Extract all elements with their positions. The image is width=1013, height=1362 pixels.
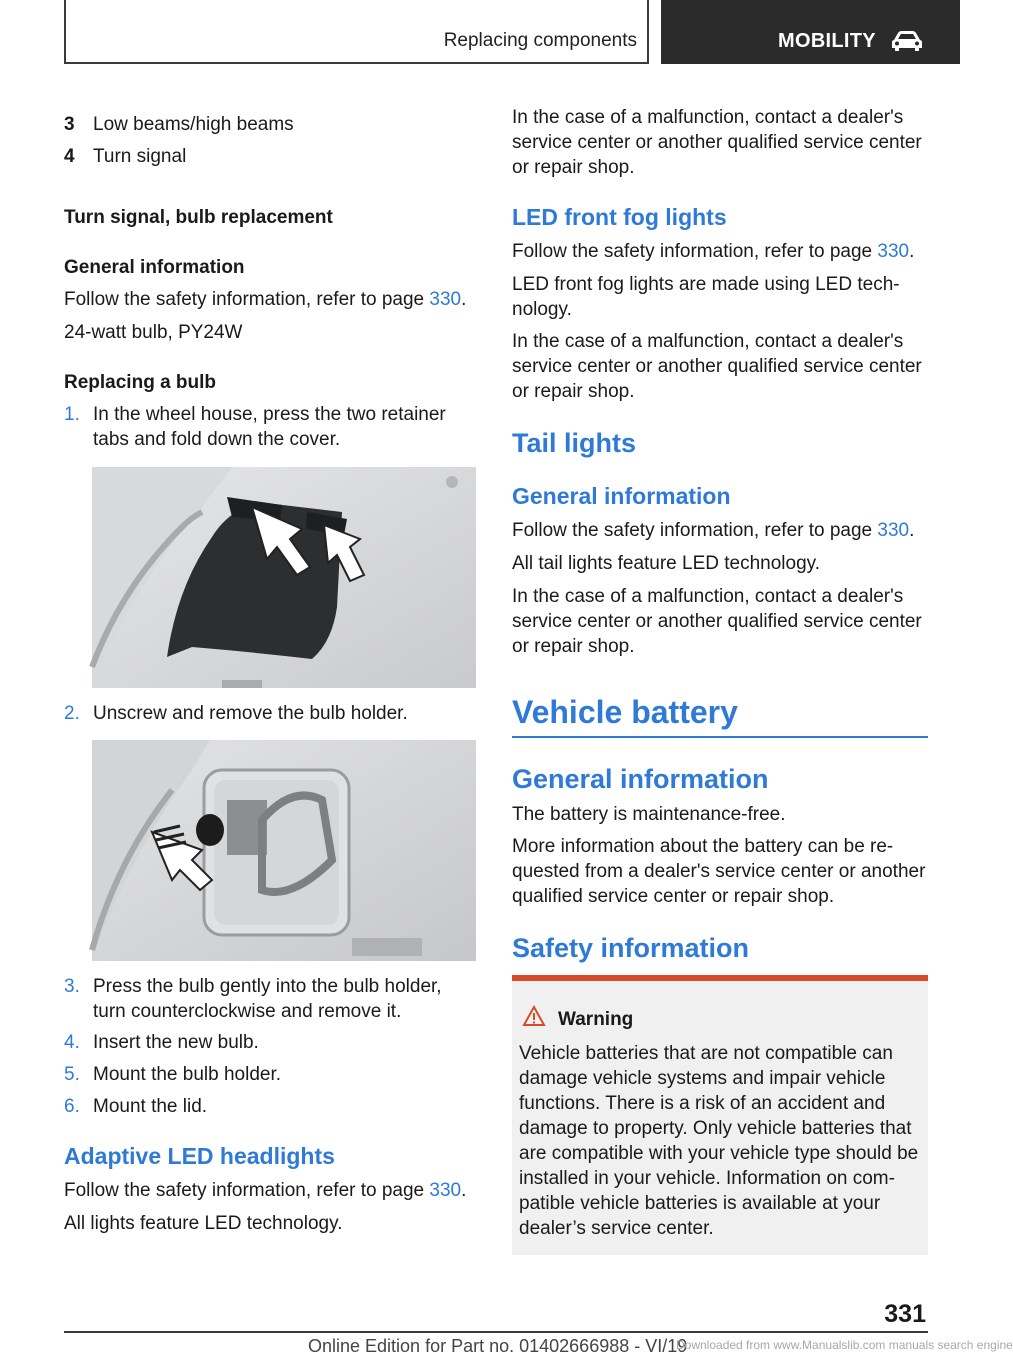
header-mobility-box [661,0,960,64]
malfunction-paragraph: In the case of a malfunction, contact a dealer's service center or another qualified service center or repair shop. [512,331,922,402]
warning-text: Vehicle batteries that are not compatible can damage vehicle systems and impair vehicle functions. There is a risk of an accident and damage to property. Only vehicle batteries that are compatible with your vehicle type should be installed in your vehicle. Information on com- patible vehicle batteries is available at your dealer’s service center. [519,1043,919,1239]
general-info-heading: General information [64,257,245,278]
safety-reference: Follow the safety information, refer to page 330. [64,1180,467,1201]
turn-signal-heading: Turn signal, bulb replacement [64,207,333,228]
header-section-box [64,0,649,64]
adaptive-led-text: All lights feature LED technology. [64,1213,343,1234]
malfunction-paragraph: In the case of a malfunction, contact a dealer's service center or another qualified service center or repair shop. [512,107,922,178]
step-2: 2. Unscrew and remove the bulb holder. [64,703,408,724]
car-icon [889,29,925,53]
page-link[interactable]: 330 [877,520,910,541]
battery-more-info: More information about the battery can be re- quested from a dealer's service center or another qualified service center or repair shop. [512,836,926,907]
wheel-house-cover-photo [92,467,476,688]
page-number: 331 [884,1300,926,1328]
step-6: 6. Mount the lid. [64,1096,208,1117]
safety-reference: Follow the safety information, refer to page 330. [512,520,915,541]
header-section-title: Replacing components [443,30,637,51]
step-3: 3. Press the bulb gently into the bulb holder, turn counterclockwise and remove it. [64,976,442,1022]
battery-maintenance-text: The battery is maintenance-free. [512,804,786,825]
tail-general-heading: General information [512,483,731,509]
footer-rule [64,1331,928,1333]
battery-general-heading: General information [512,764,769,794]
vehicle-battery-heading: Vehicle battery [512,694,738,730]
step-4: 4. Insert the new bulb. [64,1032,259,1053]
step-5: 5. Mount the bulb holder. [64,1064,282,1085]
adaptive-led-heading: Adaptive LED headlights [64,1143,335,1169]
watermark: Downloaded from www.Manualslib.com manuals search engine [676,1338,1013,1352]
warning-box [512,975,928,1255]
warning-triangle-icon [522,1005,546,1027]
bulb-spec: 24-watt bulb, PY24W [64,322,243,343]
page-link[interactable]: 330 [429,1180,462,1201]
section-rule [512,736,928,738]
malfunction-paragraph: In the case of a malfunction, contact a dealer's service center or another qualified service center or repair shop. [512,586,922,657]
fog-lights-heading: LED front fog lights [512,204,727,230]
page-link[interactable]: 330 [877,241,910,262]
page-link[interactable]: 330 [429,289,462,310]
legend-item: 4 Turn signal [64,146,187,167]
safety-info-heading: Safety information [512,933,750,963]
edition-label: Online Edition for Part no. 01402666988 - VI/19 [308,1336,688,1356]
safety-reference: Follow the safety information, refer to page 330. [512,241,915,262]
fog-lights-text: LED front fog lights are made using LED tech- nology. [512,274,900,320]
header-mobility-label: MOBILITY [778,30,876,52]
legend-item: 3 Low beams/high beams [64,114,294,135]
safety-reference: Follow the safety information, refer to page 330. [64,289,467,310]
step-1: 1. In the wheel house, press the two retainer tabs and fold down the cover. [64,404,446,450]
replacing-bulb-heading: Replacing a bulb [64,372,217,393]
tail-lights-heading: Tail lights [512,428,637,458]
tail-lights-text: All tail lights feature LED technology. [512,553,821,574]
warning-title: Warning [558,1009,634,1030]
bulb-holder-photo [92,740,476,961]
